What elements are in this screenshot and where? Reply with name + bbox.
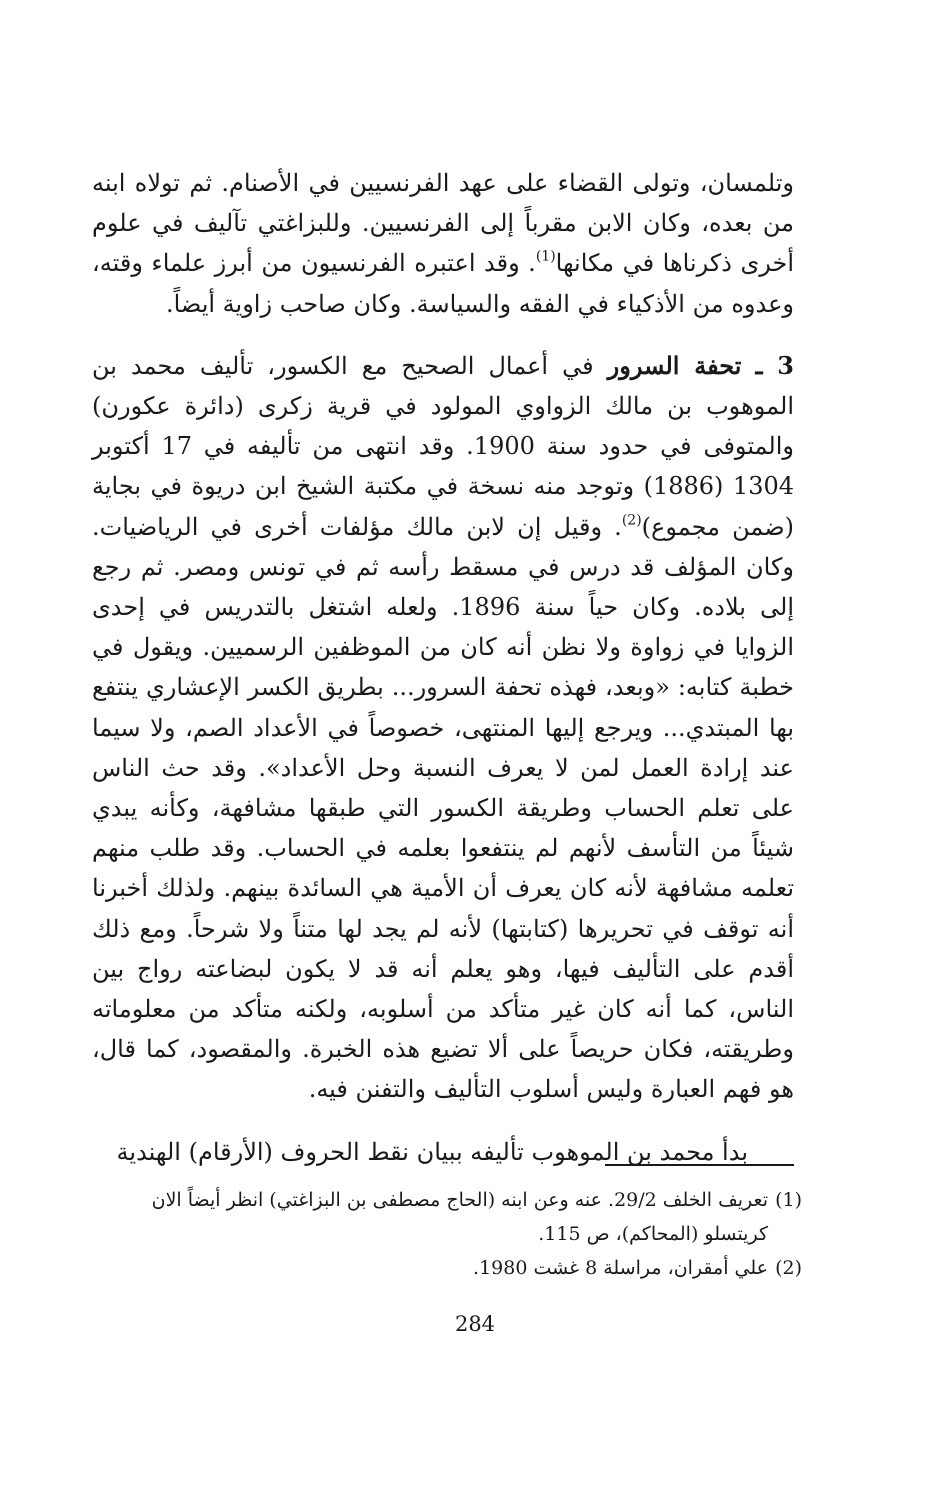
main-text bbox=[92, 163, 794, 1172]
footnote-1-line-1: تعريف الخلف 29/2. عنه وعن ابنه (الحاج مصطفى بن البزاغتي) انظر أيضاً الان bbox=[151, 1189, 768, 1211]
paragraph-intro-text: وتلمسان، وتولى القضاء على عهد الفرنسيين في الأصنام. ثم تولاه ابنه من بعده، وكان الابن مقرباً إلى الفرنسيين. وللبزاغتي تآليف في علوم أخرى ذكرناها في مكانها bbox=[92, 169, 794, 278]
footnote-2 bbox=[92, 1251, 802, 1285]
paragraph-intro-tail: . وقد اعتبره الفرنسيون من أبرز علماء وقته، وعدوه من الأذكياء في الفقه والسياسة. وكان صاحب زاوية أيضاً. bbox=[92, 249, 794, 318]
footnote-1-number: (1) bbox=[775, 1189, 802, 1211]
paragraph-last: بدأ محمد بن الموهوب تأليفه ببيان نقط الحروف (الأرقام) الهندية bbox=[116, 1137, 748, 1166]
footnote-1-continued: كريتسلو (المحاكم)، ص 115. bbox=[538, 1223, 768, 1245]
footnote-2-line-1: علي أمقران، مراسلة 8 غشت 1980. bbox=[473, 1257, 768, 1279]
item-3-tail: . وقيل إن لابن مالك مؤلفات أخرى في الرياضيات. وكان المؤلف قد درس في مسقط رأسه ثم في تونس ومصر. ثم رجع إلى بلاده. وكان حياً سنة 1896. ولعله اشتغل بالتدريس في إحدى الزوايا في زواوة ولا نظن أنه كان من الموظفين الرسميين. ويقول في خطبة كتابه: «وبعد، فهذه تحفة السرور... بطريق الكسر الإعشاري ينتفع بها المبتدي... ويرجع إليها المنتهى، خصوصاً في الأعداد الصم، ولا سيما عند إرادة العمل لمن لا يعرف النسبة وحل الأعداد». وقد حث الناس على تعلم الحساب وطريقة الكسور التي طبقها مشافهة، وكأنه يبدي شيئاً من التأسف لأنهم لم ينتفعوا بعلمه في الحساب. وقد طلب منهم تعلمه مشافهة لأنه كان يعرف أن الأمية هي السائدة بينهم. ولذلك أخبرنا أنه توقف في تحريرها (كتابتها) لأنه لم يجد لها متناً ولا شرحاً. ومع ذلك أقدم على التأليف فيها، وهو يعلم أنه قد لا يكون لبضاعته رواج بين الناس، كما أنه كان غير متأكد من أسلوبه، ولكنه متأكد من معلوماته وطريقته، فكان حريصاً على ألا تضيع هذه الخبرة. والمقصود، كما قال، هو فهم العبارة وليس أسلوب التأليف والتفنن فيه. bbox=[92, 512, 794, 1104]
paragraph-item-3 bbox=[92, 346, 794, 1110]
page-number: 284 bbox=[454, 1312, 496, 1336]
footnote-divider bbox=[605, 1164, 794, 1166]
footnote-1 bbox=[92, 1183, 802, 1217]
item-title: تحفة السرور bbox=[607, 350, 742, 380]
footnotes bbox=[92, 1183, 802, 1285]
footnote-ref-2: (2) bbox=[621, 512, 642, 529]
footnote-2-number: (2) bbox=[775, 1257, 802, 1279]
footnote-ref-1: (1) bbox=[535, 248, 556, 265]
paragraph-intro bbox=[92, 163, 794, 324]
item-3-text: في أعمال الصحيح مع الكسور، تأليف محمد بن الموهوب بن مالك الزواوي المولود في قرية زكرى (دائرة عكورن) والمتوفى في حدود سنة 1900. وقد انتهى من تأليفه في 17 أكتوبر 1304 (1886) وتوجد منه نسخة في مكتبة الشيخ ابن دريوة في بجاية (ضمن مجموع) bbox=[92, 351, 794, 541]
item-number: 3 ـ bbox=[755, 350, 794, 380]
